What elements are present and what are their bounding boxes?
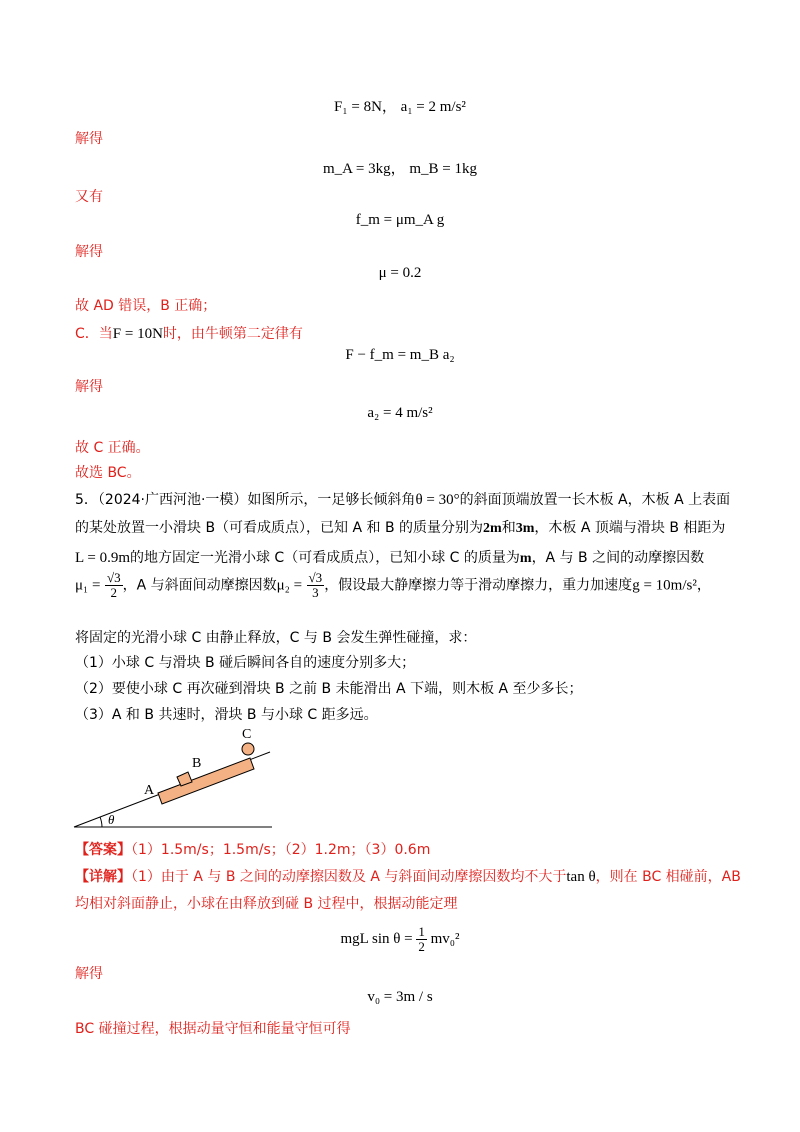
problem-text: 的某处放置一小滑块 B（可看成质点），已知 A 和 B 的质量分别为 xyxy=(75,520,484,536)
label-theta: θ xyxy=(108,812,115,827)
problem-text: 的地方固定一光滑小球 C（可看成质点），已知小球 C 的质量为 xyxy=(129,550,520,566)
equation-mu: μ = 0.2 xyxy=(378,265,422,281)
option-c-line xyxy=(75,323,303,343)
equation-v0: v₀ = 3m / s xyxy=(367,989,433,1005)
mass-a: 2m xyxy=(483,521,502,536)
solve-label: 解得 xyxy=(75,244,103,260)
problem-line-2 xyxy=(75,517,725,537)
answer-text: （1）1.5m/s；1.5m/s；（2）1.2m；（3）0.6m xyxy=(131,842,431,858)
fraction-denominator: 2 xyxy=(110,585,117,600)
problem-text: 和 xyxy=(501,520,516,536)
label-a: A xyxy=(144,783,155,798)
problem-text: ， xyxy=(696,577,711,594)
problem-text: ，木板 A 顶端与滑块 B 相距为 xyxy=(534,520,726,536)
question-3: （3）A 和 B 共速时，滑块 B 与小球 C 距多远。 xyxy=(75,707,378,723)
problem-line-4 xyxy=(75,571,711,600)
solve-label: 解得 xyxy=(75,966,103,982)
mu2-label: μ₂ = xyxy=(276,577,303,594)
conclusion-bc: 故选 BC。 xyxy=(75,465,141,481)
fraction-numerator: √3 xyxy=(106,570,121,585)
equation-f1-a1: F₁ = 8N， a₁ = 2 m/s² xyxy=(334,99,466,115)
equation-masses: m_A = 3kg， m_B = 1kg xyxy=(322,161,477,177)
problem-line-1 xyxy=(75,489,730,509)
mass-c: m xyxy=(519,551,532,566)
equation-left: mgL sin θ = xyxy=(340,930,413,947)
ball-c xyxy=(242,743,254,755)
angle-arc xyxy=(100,817,102,827)
mu1-label: μ₁ = xyxy=(75,577,101,594)
detail-line-2: 均相对斜面静止，小球在由释放到碰 B 过程中，根据动能定理 xyxy=(75,896,458,912)
angle-value: θ = 30° xyxy=(415,492,460,508)
equation-newton: F − f_m = m_B a₂ xyxy=(345,347,455,363)
label-b: B xyxy=(192,756,202,771)
label-c: C xyxy=(242,727,252,742)
detail-line-1 xyxy=(75,866,741,886)
detail-line-last: BC 碰撞过程，根据动量守恒和能量守恒可得 xyxy=(75,1021,351,1037)
gravity-value: g = 10m/s² xyxy=(632,577,697,594)
conclusion-ad-b: 故 AD 错误，B 正确； xyxy=(75,298,217,314)
fraction-mu1 xyxy=(105,571,123,600)
incline-figure xyxy=(70,726,280,834)
conclusion-c: 故 C 正确。 xyxy=(75,440,150,456)
also-label: 又有 xyxy=(75,189,103,205)
mass-b: 3m xyxy=(515,521,535,536)
fraction-mu2 xyxy=(307,571,325,600)
answer-line xyxy=(75,839,430,859)
fraction-numerator: √3 xyxy=(308,570,323,585)
solve-label: 解得 xyxy=(75,379,103,395)
problem-text: 的斜面顶端放置一长木板 A，木板 A 上表面 xyxy=(459,492,731,508)
problem-text: 5．（2024·广西河池·一模）如图所示，一足够长倾斜角 xyxy=(75,492,416,508)
distance-value: L = 0.9m xyxy=(75,550,130,566)
equation-right: mv₀² xyxy=(430,930,460,947)
problem-text: ，A 与斜面间动摩擦因数 xyxy=(122,577,277,594)
fraction-denominator: 3 xyxy=(312,585,319,600)
problem-text: ，A 与 B 之间的动摩擦因数 xyxy=(531,550,705,566)
detail-text: ，则在 BC 相碰前，AB xyxy=(595,869,741,885)
equation-friction: f_m = μm_A g xyxy=(355,212,445,228)
problem-line-5: 将固定的光滑小球 C 由静止释放，C 与 B 会发生弹性碰撞，求： xyxy=(75,630,477,646)
equation-energy xyxy=(0,925,800,954)
option-c-suffix: 时，由牛顿第二定律有 xyxy=(162,326,303,342)
solve-label: 解得 xyxy=(75,131,103,147)
answer-tag: 【答案】 xyxy=(75,842,131,858)
problem-line-3 xyxy=(75,547,704,567)
question-2: （2）要使小球 C 再次碰到滑块 B 之前 B 未能滑出 A 下端，则木板 A 至少多长； xyxy=(75,681,583,697)
detail-text: （1）由于 A 与 B 之间的动摩擦因数及 A 与斜面间动摩擦因数均不大于 xyxy=(131,869,567,885)
tan-theta: tan θ xyxy=(566,869,596,885)
problem-text: ，假设最大静摩擦力等于滑动摩擦力，重力加速度 xyxy=(324,577,633,594)
option-c-prefix: C．当 xyxy=(75,326,113,342)
fraction-denominator: 2 xyxy=(418,939,425,954)
board-a xyxy=(158,758,254,804)
fraction-numerator: 1 xyxy=(418,924,425,939)
detail-tag: 【详解】 xyxy=(75,869,131,885)
question-1: （1）小球 C 与滑块 B 碰后瞬间各自的速度分别多大； xyxy=(75,655,416,671)
force-value: F = 10N xyxy=(112,326,163,342)
fraction-half xyxy=(416,925,427,954)
equation-a2: a₂ = 4 m/s² xyxy=(367,405,433,421)
